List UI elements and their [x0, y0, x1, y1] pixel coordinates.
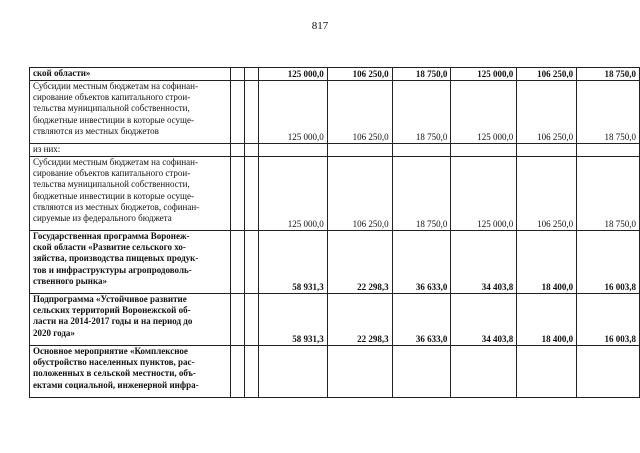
value-cell [577, 346, 640, 398]
table-row [30, 157, 640, 231]
value-cell: 34 403,8 [451, 231, 517, 294]
empty-code-cell [231, 231, 245, 294]
page-number: 817 [311, 20, 329, 32]
row-name: из них: [30, 144, 231, 157]
value-cell: 125 000,0 [258, 68, 327, 81]
value-cell [451, 144, 517, 157]
value-cell: 18 750,0 [577, 157, 640, 231]
value-cell: 125 000,0 [451, 68, 517, 81]
empty-code-cell [245, 81, 259, 144]
row-name: Субсидии местным бюджетам на софинан- сирование объектов капитального строи- тельства муниципальной собственности, бюджетные инвестиции в которые осуще- ствляются из местных бюджетов [30, 81, 231, 144]
value-cell: 106 250,0 [327, 81, 392, 144]
value-cell: 34 403,8 [451, 294, 517, 346]
value-cell: 125 000,0 [451, 157, 517, 231]
value-cell: 36 633,0 [392, 231, 451, 294]
row-name: Подпрограмма «Устойчивое развитие сельских территорий Воронежской об- ласти на 2014-2017 годы и на период до 2020 года» [30, 294, 231, 346]
budget-table [29, 67, 640, 398]
empty-code-cell [245, 346, 259, 398]
value-cell [392, 346, 451, 398]
empty-code-cell [245, 294, 259, 346]
empty-code-cell [231, 144, 245, 157]
value-cell [392, 144, 451, 157]
value-cell: 18 750,0 [392, 81, 451, 144]
value-cell: 125 000,0 [258, 157, 327, 231]
value-cell [451, 346, 517, 398]
row-name: Субсидии местным бюджетам на софинан- сирование объектов капитального строи- тельства муниципальной собственности, бюджетные инвестиции в которые осуще- ствляются из местных бюджетов, софинан- сируемые из федерального бюджета [30, 157, 231, 231]
value-cell: 22 298,3 [327, 294, 392, 346]
value-cell: 18 750,0 [577, 81, 640, 144]
value-cell: 18 750,0 [392, 157, 451, 231]
value-cell: 106 250,0 [517, 68, 577, 81]
value-cell [258, 346, 327, 398]
row-name: Государственная программа Воронеж- ской области «Развитие сельского хо- зяйства, производства пищевых продук- тов и инфраструктуры агропродоволь- ственного рынка» [30, 231, 231, 294]
empty-code-cell [245, 157, 259, 231]
empty-code-cell [231, 346, 245, 398]
value-cell: 36 633,0 [392, 294, 451, 346]
value-cell: 18 400,0 [517, 231, 577, 294]
value-cell [327, 144, 392, 157]
table-row [30, 294, 640, 346]
value-cell: 106 250,0 [517, 81, 577, 144]
value-cell: 18 750,0 [392, 68, 451, 81]
value-cell: 18 400,0 [517, 294, 577, 346]
empty-code-cell [245, 68, 259, 81]
value-cell [577, 144, 640, 157]
value-cell: 16 003,8 [577, 294, 640, 346]
empty-code-cell [231, 157, 245, 231]
empty-code-cell [231, 68, 245, 81]
value-cell: 125 000,0 [451, 81, 517, 144]
value-cell [327, 346, 392, 398]
value-cell: 58 931,3 [258, 294, 327, 346]
empty-code-cell [231, 294, 245, 346]
table-row [30, 231, 640, 294]
value-cell [517, 144, 577, 157]
value-cell: 58 931,3 [258, 231, 327, 294]
value-cell: 18 750,0 [577, 68, 640, 81]
row-name: Основное мероприятие «Комплексное обустройство населенных пунктов, рас- положенных в сельской местности, объ- ектами социальной, инженерной инфра- [30, 346, 231, 398]
value-cell: 106 250,0 [517, 157, 577, 231]
value-cell: 106 250,0 [327, 68, 392, 81]
value-cell: 22 298,3 [327, 231, 392, 294]
value-cell [258, 144, 327, 157]
table-row [30, 346, 640, 398]
table-row [30, 68, 640, 81]
empty-code-cell [245, 144, 259, 157]
value-cell: 106 250,0 [327, 157, 392, 231]
value-cell [517, 346, 577, 398]
value-cell: 16 003,8 [577, 231, 640, 294]
empty-code-cell [231, 81, 245, 144]
row-name: ской области» [30, 68, 231, 81]
table-row [30, 81, 640, 144]
value-cell: 125 000,0 [258, 81, 327, 144]
empty-code-cell [245, 231, 259, 294]
table-row [30, 144, 640, 157]
